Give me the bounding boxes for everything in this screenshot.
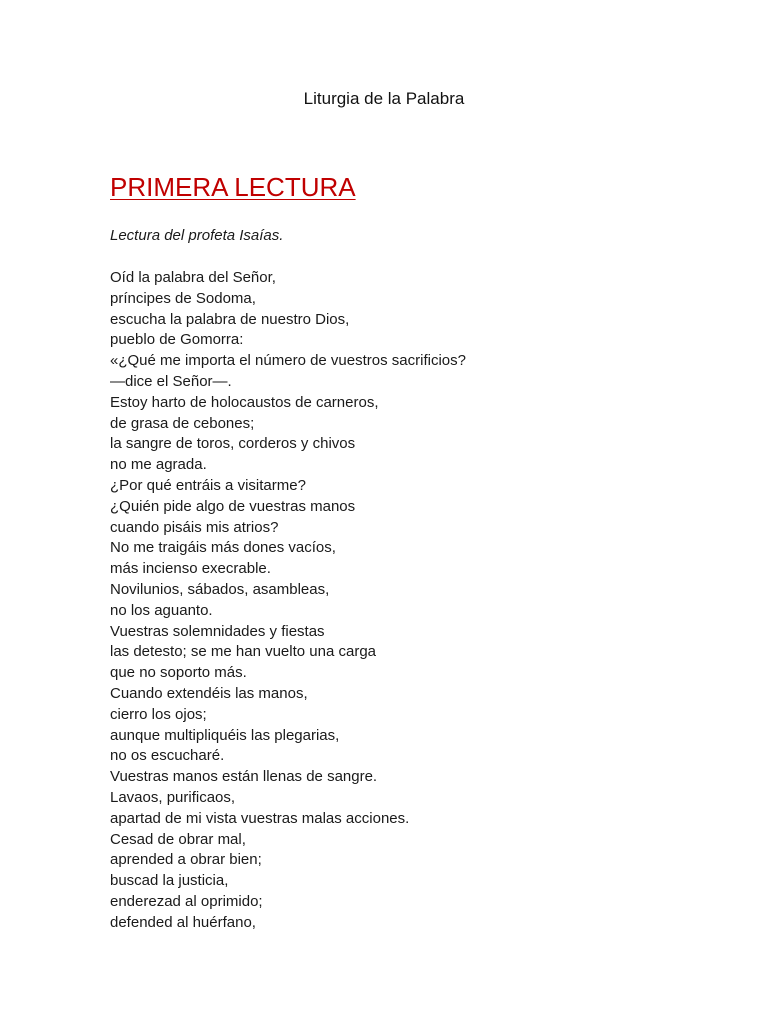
verse-line: que no soporto más.: [110, 664, 247, 682]
verse-line: no os escucharé.: [110, 747, 225, 765]
verse-line: No me traigáis más dones vacíos,: [110, 539, 336, 557]
document-title: Liturgia de la Palabra: [303, 89, 465, 108]
verse-line: cierro los ojos;: [110, 705, 207, 723]
verse-line: cuando pisáis mis atrios?: [110, 518, 279, 536]
verse-line: escucha la palabra de nuestro Dios,: [110, 310, 350, 328]
verse-line: Cuando extendéis las manos,: [110, 684, 308, 702]
verse-line: de grasa de cebones;: [110, 414, 255, 432]
verse-line: defended al huérfano,: [110, 913, 256, 931]
verse-line: apartad de mi vista vuestras malas acciones.: [110, 809, 410, 827]
verse-line: enderezad al oprimido;: [110, 892, 263, 910]
verse-line: pueblo de Gomorra:: [110, 331, 244, 349]
verse-line: ¿Por qué entráis a visitarme?: [110, 476, 306, 494]
verse-line: aprended a obrar bien;: [110, 851, 262, 869]
verse-line: no los aguanto.: [110, 601, 213, 619]
verse-line: Cesad de obrar mal,: [110, 830, 246, 848]
verse-line: Oíd la palabra del Señor,: [110, 269, 276, 286]
verse-line: Lavaos, purificaos,: [110, 788, 236, 806]
verse-line: más incienso execrable.: [110, 560, 271, 578]
verse-line: ¿Quién pide algo de vuestras manos: [110, 497, 356, 515]
verse-line: buscad la justicia,: [110, 872, 229, 890]
verse-line: Vuestras solemnidades y fiestas: [110, 622, 325, 640]
verse-list: [110, 268, 730, 934]
verse-line: Novilunios, sábados, asambleas,: [110, 580, 330, 598]
verse-line: —dice el Señor—.: [110, 372, 232, 390]
section-heading: PRIMERA LECTURA: [110, 172, 356, 202]
verse-line: Vuestras manos están llenas de sangre.: [110, 768, 378, 786]
verse-line: príncipes de Sodoma,: [110, 289, 256, 307]
verse-line: aunque multipliquéis las plegarias,: [110, 726, 340, 744]
verse-line: la sangre de toros, corderos y chivos: [110, 435, 356, 453]
reading-intro: Lectura del profeta Isaías.: [110, 227, 284, 244]
verse-line: Estoy harto de holocaustos de carneros,: [110, 393, 379, 411]
verse-line: no me agrada.: [110, 456, 207, 474]
verse-line: las detesto; se me han vuelto una carga: [110, 643, 377, 661]
verse-line: «¿Qué me importa el número de vuestros sacrificios?: [110, 352, 466, 370]
